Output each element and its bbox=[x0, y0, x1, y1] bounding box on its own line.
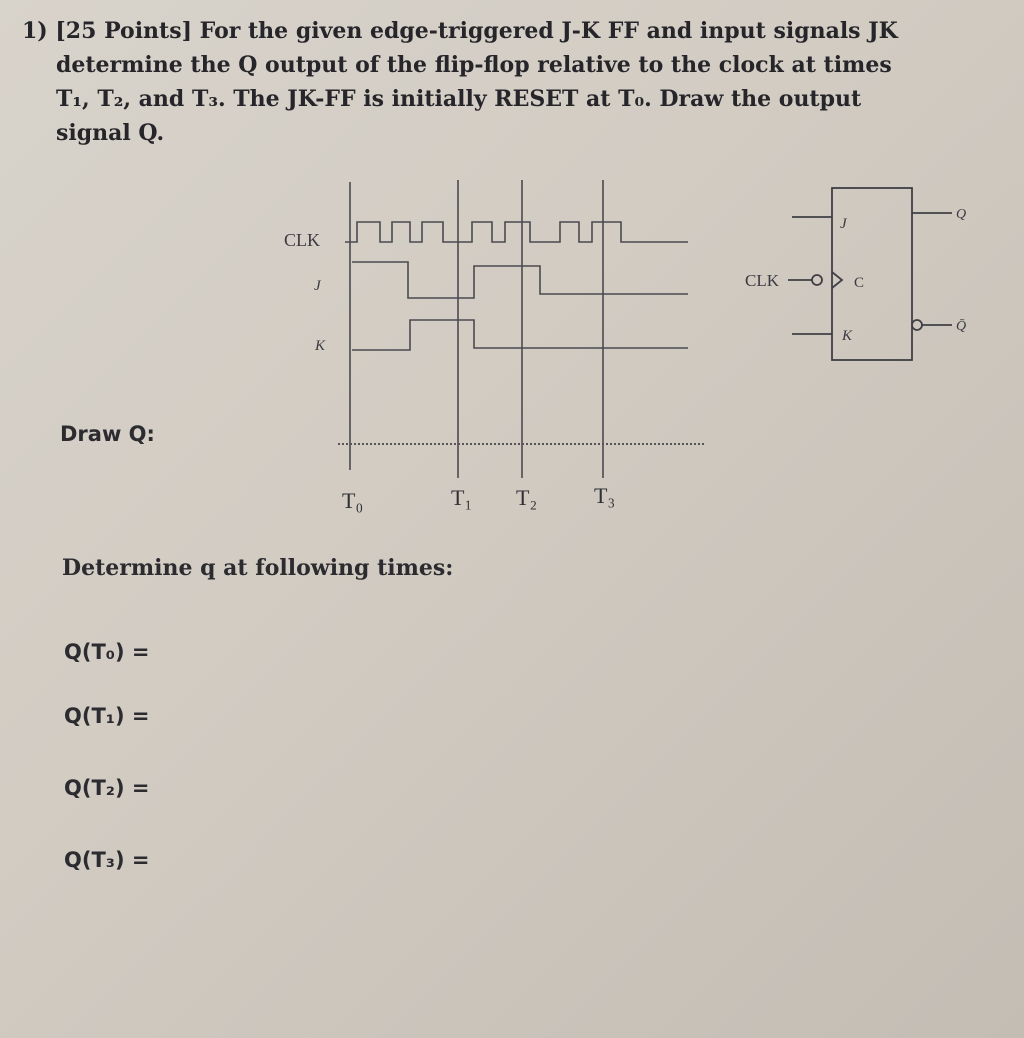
answer-q-t3: Q(T₃) = bbox=[64, 848, 150, 872]
ff-qbar-label: Q̄ bbox=[956, 319, 967, 334]
time-marker-t3: T₃ bbox=[594, 483, 616, 508]
clk-label: CLK bbox=[284, 230, 320, 250]
problem-number: 1) bbox=[22, 18, 48, 44]
k-waveform bbox=[352, 320, 688, 350]
problem-line-1: [25 Points] For the given edge-triggered J-K FF and input signals JK bbox=[55, 18, 898, 44]
problem-line-3: T₁, T₂, and T₃. The JK-FF is initially RESET at T₀. Draw the output bbox=[56, 86, 862, 112]
determine-label: Determine q at following times: bbox=[62, 555, 454, 581]
jk-flipflop-symbol bbox=[788, 188, 952, 360]
problem-line-2: determine the Q output of the flip-flop relative to the clock at times bbox=[56, 52, 892, 78]
time-marker-t1: T₁ bbox=[451, 485, 473, 510]
problem-line-4: signal Q. bbox=[56, 120, 165, 146]
ff-c-label: C bbox=[854, 275, 865, 291]
clk-waveform bbox=[345, 222, 688, 242]
j-waveform bbox=[352, 262, 688, 298]
answer-q-t1: Q(T₁) = bbox=[64, 704, 150, 728]
ff-k-label: K bbox=[842, 328, 853, 344]
answer-q-t0: Q(T₀) = bbox=[64, 640, 150, 664]
ff-q-label: Q bbox=[956, 207, 967, 222]
k-label: K bbox=[315, 338, 326, 354]
j-label: J bbox=[314, 278, 321, 294]
answer-q-t2: Q(T₂) = bbox=[64, 776, 150, 800]
time-marker-t2: T₂ bbox=[516, 485, 538, 510]
ff-j-label: J bbox=[840, 216, 847, 232]
clk-triangle bbox=[832, 272, 842, 288]
ff-clk-label: CLK bbox=[745, 271, 779, 290]
qbar-bubble bbox=[912, 320, 922, 330]
clk-inversion-bubble bbox=[812, 275, 822, 285]
time-marker-t0: T₀ bbox=[342, 488, 364, 513]
draw-q-label: Draw Q: bbox=[60, 422, 155, 446]
